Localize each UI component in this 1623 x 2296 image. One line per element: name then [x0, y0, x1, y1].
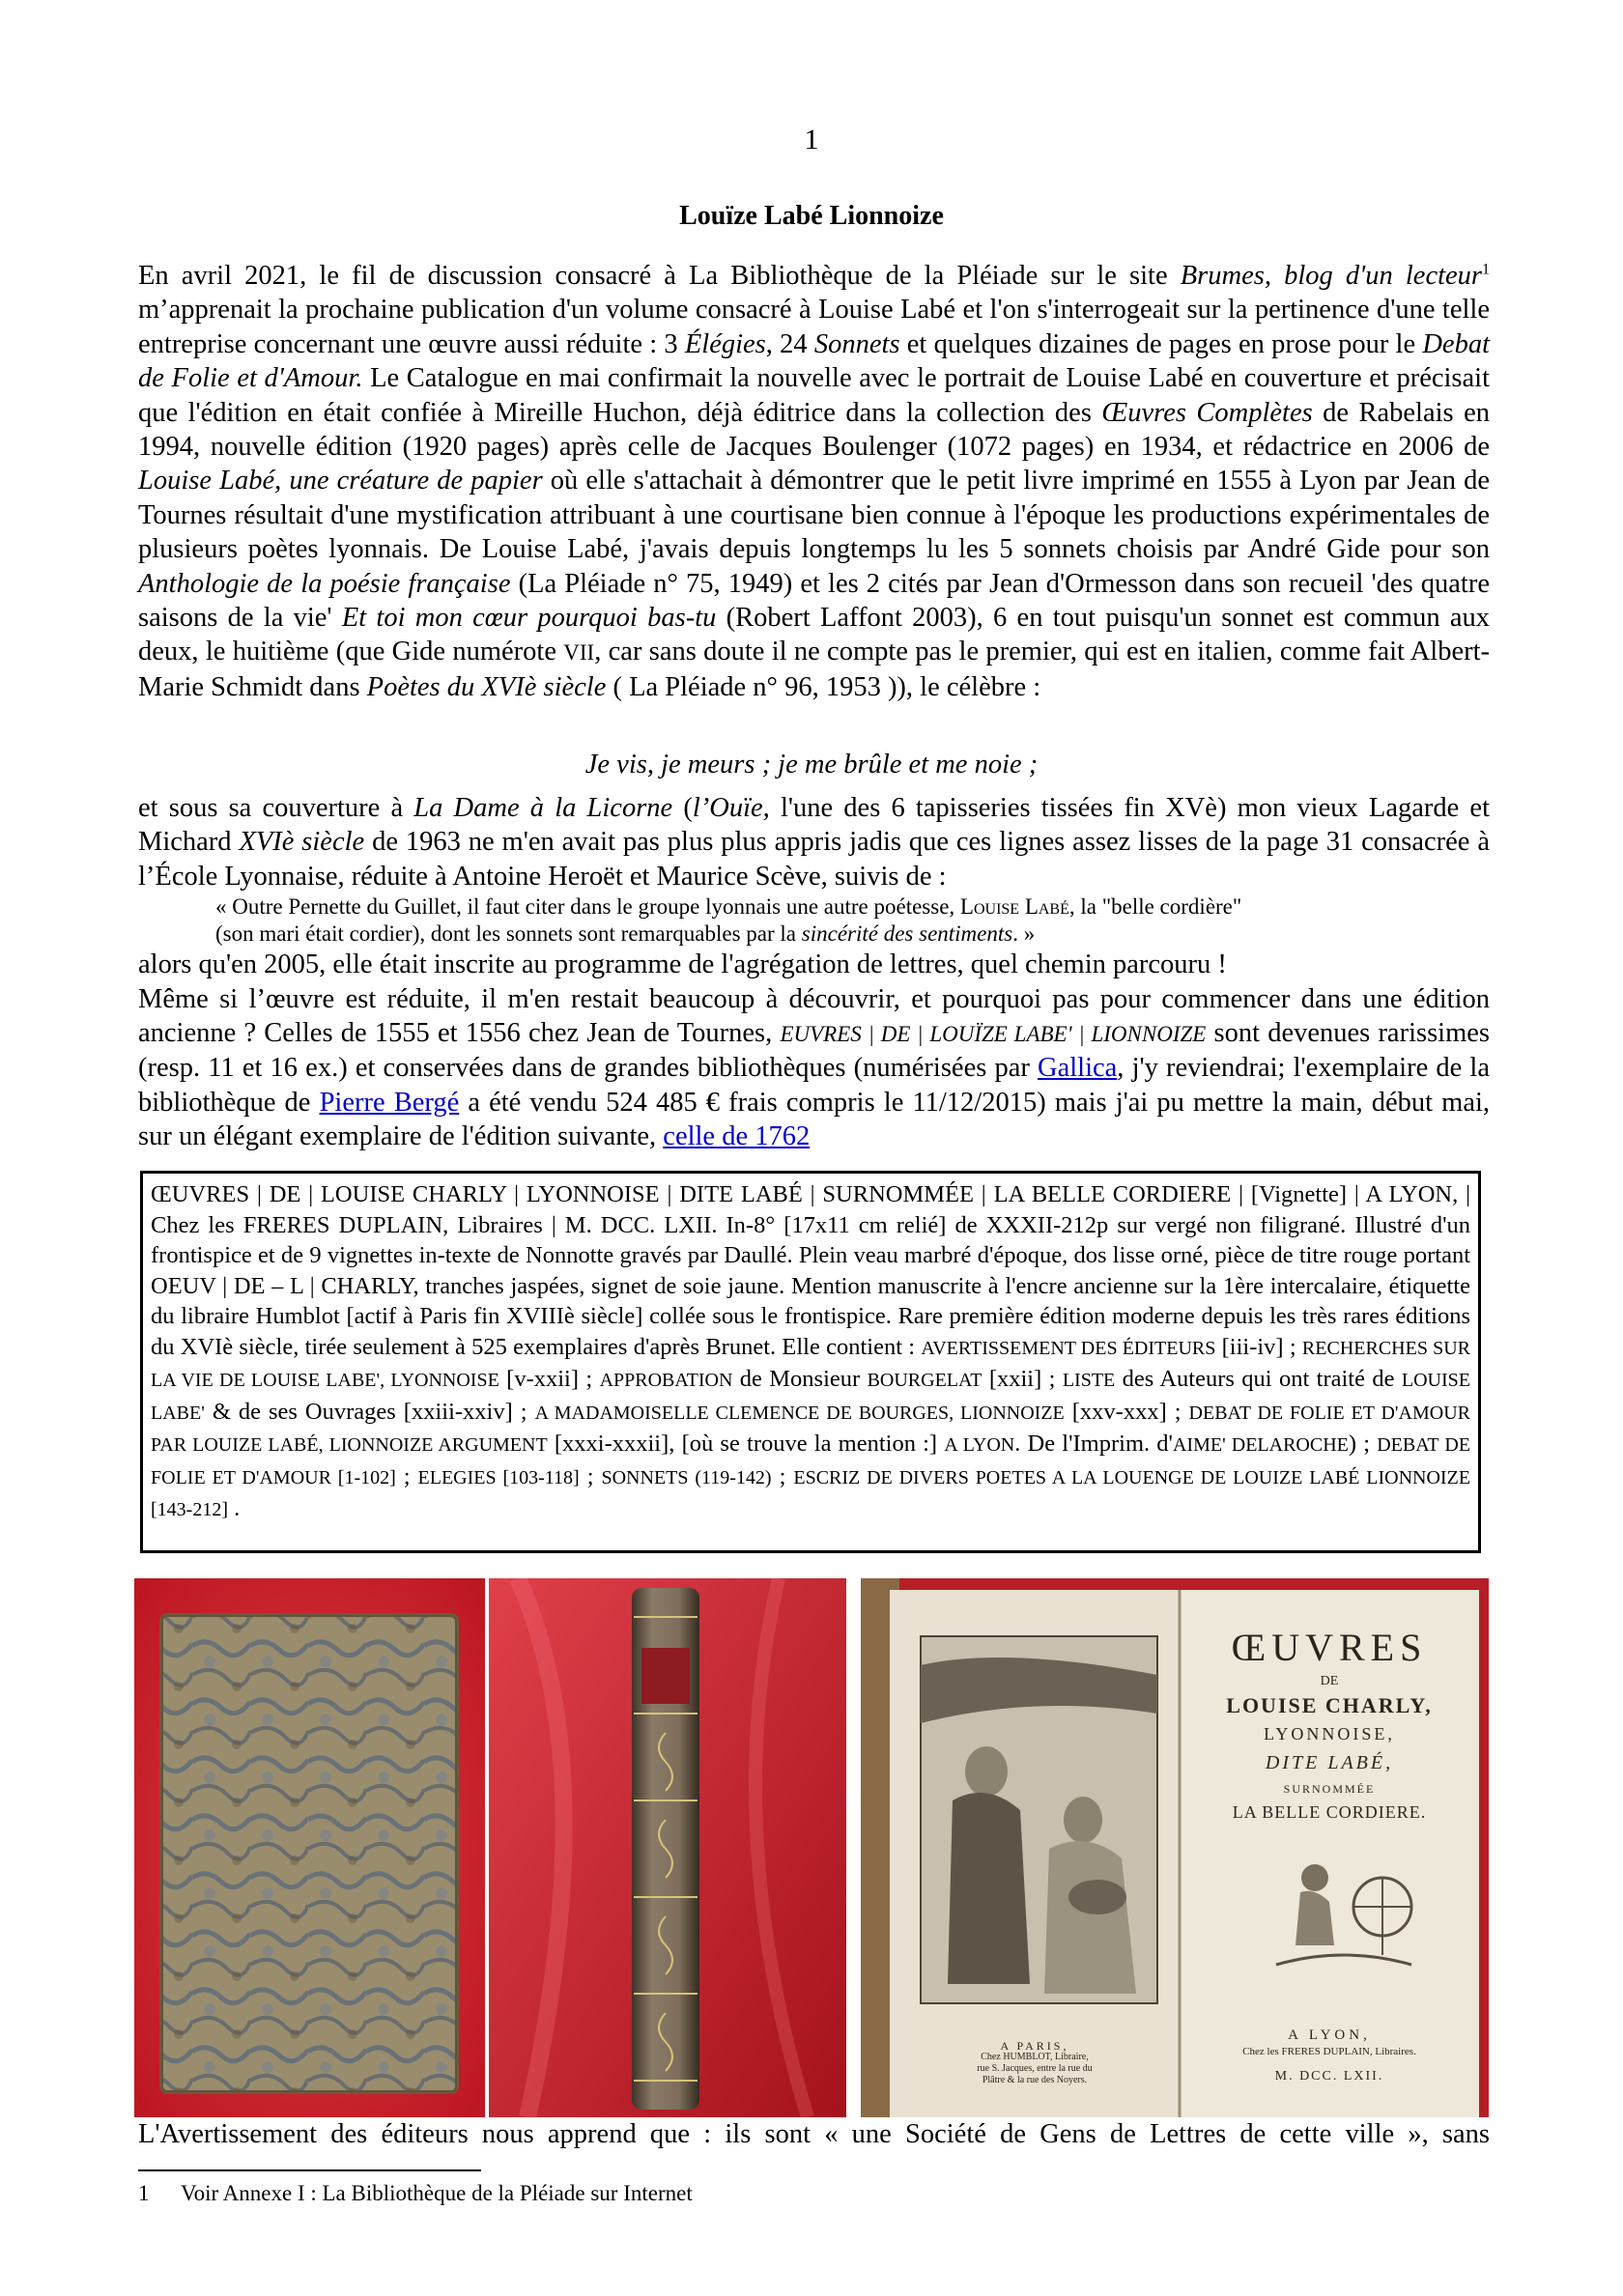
footnote-text: Voir Annexe I : La Bibliothèque de la Pléiade sur Internet: [181, 2181, 693, 2205]
gallica-link[interactable]: Gallica: [1038, 1053, 1118, 1084]
paragraph-editions: Même si l’œuvre est réduite, il m'en restait beaucoup à découvrir, et pourquoi pas pour commencer dans une édition ancienne ? Celles de 1555 et 1556 chez Jean de Tournes, EUVRES | DE | LOUÏZE LABE' | LIONNOIZE sont devenues rarissimes (resp. 11 et 16 ex.) et conservées dans de grandes bibliothèques (numérisées par Gallica, j'y reviendrai; l'exemplaire de la bibliothèque de Pierre Bergé a été vendu 524 485 € frais compris le 11/12/2015) mais j'ai pu mettre la main, début mai, sur un élégant exemplaire de l'édition suivante, celle de 1762: [138, 983, 1491, 1152]
pierre-berge-link[interactable]: Pierre Bergé: [319, 1087, 460, 1118]
open-book-photo: [861, 1578, 1489, 2117]
article-title: Louïze Labé Lionnoize: [679, 201, 944, 231]
paragraph-main: et sous sa couverture à La Dame à la Licorne (l’Ouïe, l'une des 6 tapisseries tissées fin XVè) mon vieux Lagarde et Michard XVIè siècle de 1963 ne m'en avait pas plus plus appris jadis que ces lignes assez lisses de la page 31 consacrée à l’École Lyonnaise, réduite à Antoine Heroët et Maurice Scève, suivis de : « Outre Pernette du Guillet, il faut citer dans le groupe lyonnais une autre poétesse, Louise Labé, la "belle cordière" (son mari était cordier), dont les sonnets sont remarquables par la sincérité des sentiments. » alors qu'en 2005, elle était inscrite au programme de l'agrégation de lettres, quel chemin parcouru ! Même si l’œuvre est réduite, il m'en restait beaucoup à découvrir, et pourquoi pas pour commencer dans une édition ancienne ? Celles de 1555 et 1556 chez Jean de Tournes, EUVRES | DE | LOUÏZE LABE' | LIONNOIZE sont devenues rarissimes (resp. 11 et 16 ex.) et conservées dans de grandes bibliothèques (numérisées par Gallica, j'y reviendrai; l'exemplaire de la bibliothèque de Pierre Bergé a été vendu 524 485 € frais compris le 11/12/2015) mais j'ai pu mettre la main, début mai, sur un élégant exemplaire de l'édition suivante, celle de 1762: [138, 791, 1490, 1154]
book-spine-image: [489, 1578, 846, 2117]
book-cover-image: [134, 1578, 485, 2117]
edition-1762-link[interactable]: celle de 1762: [663, 1121, 811, 1152]
paragraph-agregation: alors qu'en 2005, elle était inscrite au programme de l'agrégation de lettres, quel chemin parcouru !: [138, 950, 1227, 980]
title-vignette: [1267, 1810, 1421, 1974]
frontispiece-imprint: A PARIS, Chez HUMBLOT, Libraire, rue S. Jacques, entre la rue du Plâtre & la rue des Noyers.: [977, 2039, 1093, 2085]
bibliographic-description-box: ŒUVRES | DE | LOUISE CHARLY | LYONNOISE | DITE LABÉ | SURNOMMÉE | LA BELLE CORDIERE | [Vignette] | A LYON, | Chez les FRERES DUPLAIN, Libraires | M. DCC. LXII. In-8° [17x11 cm relié] de XXXII-212p sur vergé non filigrané. Illustré d'un frontispice et de 9 vignettes in-texte de Nonnotte gravés par Daullé. Plein veau marbré d'époque, dos lisse orné, pièce de titre rouge portant OEUV | DE – L | CHARLY, tranches jaspées, signet de soie jaune. Mention manuscrite à l'encre ancienne sur la 1ère intercalaire, étiquette du libraire Humblot [actif à Paris fin XVIIIè siècle] collée sous le frontispice. Rare première édition moderne depuis les très rares éditions du XVIè siècle, tirée seulement à 525 exemplaires d'après Brunet. Elle contient : AVERTISSEMENT DES ÉDITEURS [iii-iv] ; RECHERCHES SUR LA VIE DE LOUISE LABE', LYONNOISE [v-xxii] ; APPROBATION de Monsieur BOURGELAT [xxii] ; LISTE des Auteurs qui ont traité de LOUISE LABE' & de ses Ouvrages [xxiii-xxiv] ; A MADAMOISELLE CLEMENCE DE BOURGES, LIONNOIZE [xxv-xxx] ; DEBAT DE FOLIE ET D'AMOUR PAR LOUIZE LABÉ, LIONNOIZE ARGUMENT [xxxi-xxxii], [où se trouve la mention :] A LYON. De l'Imprim. d'AIME' DELAROCHE) ; DEBAT DE FOLIE ET D'AMOUR [1-102] ; ELEGIES [103-118] ; SONNETS (119-142) ; ESCRIZ DE DIVERS POETES A LA LOUENGE DE LOUIZE LABÉ LIONNOIZE [143-212] .: [140, 1171, 1481, 1553]
page-number: 1: [804, 124, 819, 156]
footnote-separator: [138, 2169, 481, 2171]
footnote-number: 1: [138, 2181, 150, 2205]
book-spine-photo: [489, 1578, 846, 2117]
lagarde-quote: « Outre Pernette du Guillet, il faut citer dans le groupe lyonnais une autre poétesse, Louise Labé, la "belle cordière" (son mari était cordier), dont les sonnets sont remarquables par la sincérité des sentiments. »: [215, 894, 1242, 947]
footnote: [138, 2181, 693, 2206]
book-cover-photo: [134, 1578, 485, 2117]
continuation-text: L'Avertissement des éditeurs nous apprend que : ils sont « une Société de Gens de Lettres de cette ville », sans: [138, 2119, 1490, 2149]
brumes-title: Brumes, blog d'un lecteur: [1180, 261, 1482, 291]
title-page-imprint: A LYON, Chez les FRERES DUPLAIN, Libraires. M. DCC. LXII.: [1242, 2027, 1416, 2083]
footnote-ref[interactable]: 1: [1482, 261, 1490, 278]
title-page-text: ŒUVRES DE LOUISE CHARLY, LYONNOISE, DITE LABÉ, SURNOMMÉE LA BELLE CORDIERE.: [1226, 1626, 1433, 1822]
verse-quote: Je vis, je meurs ; je me brûle et me noie ;: [584, 750, 1039, 780]
paragraph-intro: En avril 2021, le fil de discussion consacré à La Bibliothèque de la Pléiade sur le site Brumes, blog d'un lecteur$^1$ m’apprenait la prochaine publication d'un volume consacré à Louise Labé et l'on s'interrogeait sur la pertinence d'une telle entreprise concernant une œuvre aussi réduite : 3 Élégies, 24 Sonnets et quelques dizaines de pages en prose pour le Debat de Folie et d'Amour. Le Catalogue en mai confirmait la nouvelle avec le portrait de Louise Labé en couverture et précisait que l'édition en était confiée à Mireille Huchon, déjà éditrice dans la collection des Œuvres Complètes de Rabelais en 1994, nouvelle édition (1920 pages) après celle de Jacques Boulenger (1072 pages) en 1934, et rédactrice en 2006 de Louise Labé, une créature de papier où elle s'attachait à démontrer que le petit livre imprimé en 1555 à Lyon par Jean de Tournes résultait d'une mystification attribuant à une courtisane bien connue à l'époque les productions expérimentales de plusieurs poètes lyonnais. De Louise Labé, j'avais depuis longtemps lu les 5 sonnets choisis par André Gide pour son Anthologie de la poésie française (La Pléiade n° 75, 1949) et les 2 cités par Jean d'Ormesson dans son recueil 'des quatre saisons de la vie' Et toi mon cœur pourquoi bas-tu (Robert Laffont 2003), 6 en tout puisqu'un sonnet est commun aux deux, le huitième (que Gide numérote VII, car sans doute il ne compte pas le premier, qui est en italien, comme fait Albert-Marie Schmidt dans Poètes du XVIè siècle ( La Pléiade n° 96, 1953 )), le célèbre :: [138, 261, 1491, 702]
